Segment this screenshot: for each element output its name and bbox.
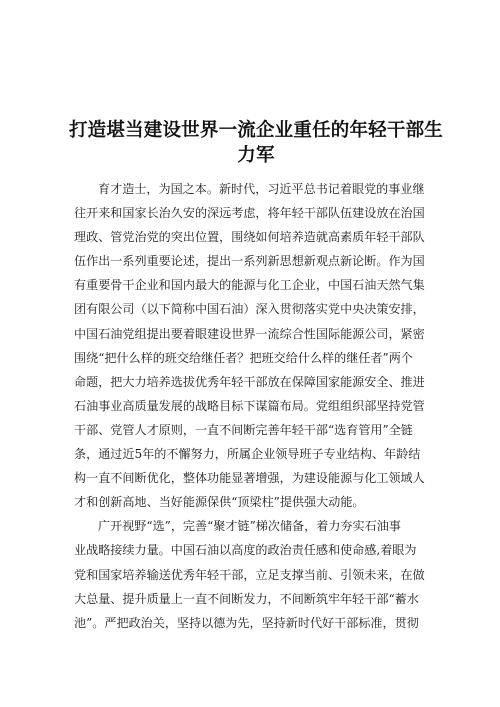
body-paragraph xyxy=(74,514,438,634)
title-line: 力军 xyxy=(237,145,275,166)
document-title xyxy=(64,118,448,168)
paragraph-line: 才和创新高地、当好能源保供“顶梁柱”提供强大动能。 xyxy=(74,495,365,510)
paragraph-line: 条，通过近5年的不懈努力，所属企业领导班子专业结构、年龄结 xyxy=(74,447,421,462)
paragraph-line: 命题，把大力培养选拔优秀年轻干部放在保障国家能源安全、推进 xyxy=(74,374,425,389)
paragraph-line: 伍作出一系列重要论述，提出一系列新思想新观点新论断。作为国 xyxy=(74,254,425,269)
paragraph-line: 石油事业高质量发展的战略目标下谋篇布局。党组组织部坚持党管 xyxy=(74,398,425,413)
paragraph-line: 团有限公司（以下简称中国石油）深入贯彻落实党中央决策安排， xyxy=(74,302,425,317)
paragraph-line: 围绕“把什么样的班交给继任者？把班交给什么样的继任者”两个 xyxy=(74,350,413,365)
paragraph-line: 业战略接续力量。中国石油以高度的政治责任感和使命感,着眼为 xyxy=(74,543,417,558)
paragraph-line: 干部、党管人才原则，一直不间断完善年轻干部“选育管用”全链 xyxy=(74,422,413,437)
paragraph-line: 中国石油党组提出要着眼建设世界一流综合性国际能源公司，紧密 xyxy=(74,326,425,341)
paragraph-line: 大总量、提升质量上一直不间断发力，不间断筑牢年轻干部“蓄水 xyxy=(74,591,419,606)
body-paragraph xyxy=(74,177,438,514)
paragraph-line: 有重要骨干企业和国内最大的能源与化工企业，中国石油天然气集 xyxy=(74,278,425,293)
paragraph-line: 构一直不间断优化，整体功能显著增强，为建设能源与化工领域人 xyxy=(74,471,425,486)
paragraph-line: 党和国家培养输送优秀年轻干部，立足支撑当前、引领未来，在做 xyxy=(74,567,425,582)
paragraph-line: 往开来和国家长治久安的深远考虑，将年轻干部队伍建设放在治国 xyxy=(74,206,425,221)
title-line: 打造堪当建设世界一流企业重任的年轻干部生 xyxy=(68,120,443,141)
paragraph-line: 理政、管党治党的突出位置，围绕如何培养造就高素质年轻干部队 xyxy=(74,230,425,245)
paragraph-line: 育才造士，为国之本。新时代，习近平总书记着眼党的事业继 xyxy=(98,182,425,196)
paragraph-line: 池”。严把政治关，坚持以德为先，坚持新时代好干部标准，贯彻 xyxy=(74,615,419,630)
paragraph-line: 广开视野“选”，完善“聚才链”梯次储备，着力夯实石油事 xyxy=(98,519,401,534)
